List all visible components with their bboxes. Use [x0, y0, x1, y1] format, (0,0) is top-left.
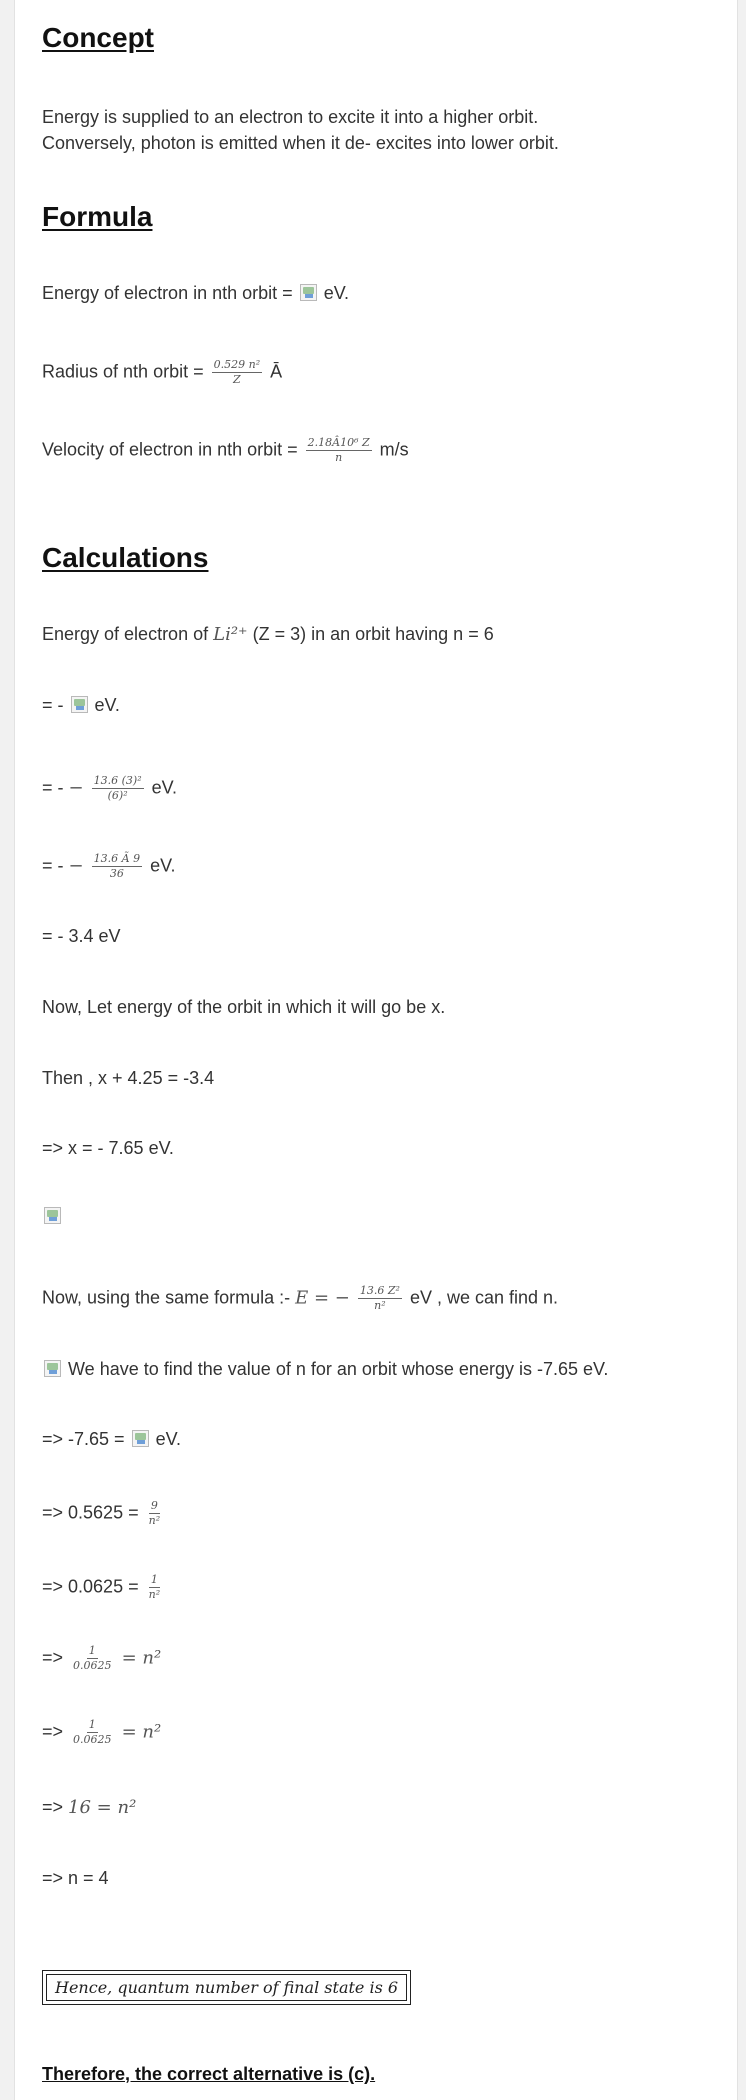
calc-step-3-numerator: 13.6 Ã 9: [93, 852, 141, 865]
calc-eq-4-fraction: [71, 1645, 114, 1672]
broken-image-icon: [300, 284, 317, 301]
concept-line-1: Energy is supplied to an electron to excite it into a higher orbit.: [42, 107, 539, 127]
calc-step-2-suffix: eV.: [151, 777, 178, 798]
calc-step-1-suffix: eV.: [94, 695, 120, 715]
calc-step-2-fraction: [92, 775, 144, 802]
calc-step-3: [42, 853, 175, 880]
calc-eq-1-prefix: => -7.65 =: [42, 1429, 125, 1449]
calc-eq-6: [42, 1795, 136, 1820]
concept-line-2: Conversely, photon is emitted when it de- excites into lower orbit.: [42, 133, 559, 153]
calc-using-fraction: [358, 1285, 402, 1312]
calc-step-2-denominator: (6)²: [107, 789, 128, 802]
formula-radius-prefix: Radius of nth orbit =: [42, 361, 204, 382]
broken-image-icon: [71, 696, 88, 713]
calc-eq-3: [42, 1574, 165, 1601]
radius-fraction: [212, 359, 262, 386]
broken-image-icon: [44, 1207, 61, 1224]
formula-velocity: [42, 437, 409, 464]
calc-let-x: Now, Let energy of the orbit in which it will go be x.: [42, 997, 446, 1017]
calc-intro-prefix: Energy of electron of: [42, 624, 209, 644]
calc-eq-4: [42, 1645, 161, 1672]
calc-using-numerator: 13.6 Z²: [359, 1284, 400, 1297]
broken-image-icon: [132, 1430, 149, 1447]
calc-eq-2: [42, 1500, 165, 1527]
calc-step-2-numerator: 13.6 (3)²: [93, 774, 142, 787]
calc-find-n-text: We have to find the value of n for an orbit whose energy is -7.65 eV.: [68, 1359, 609, 1379]
heading-concept: Concept: [42, 22, 154, 53]
calc-step-3-denominator: 36: [109, 867, 124, 880]
broken-image-icon: [44, 1360, 61, 1377]
velocity-numerator: 2.18Â10⁶ Z: [307, 436, 370, 449]
calc-eq-3-prefix: => 0.0625 =: [42, 1576, 139, 1597]
calc-step-1: [42, 693, 120, 717]
calc-eq-2-prefix: => 0.5625 =: [42, 1502, 139, 1523]
formula-energy-prefix: Energy of electron in nth orbit =: [42, 283, 293, 303]
calc-step-1-prefix: = -: [42, 695, 64, 715]
calc-intro-ion: Li²⁺: [213, 624, 248, 645]
calc-step-3-fraction: [92, 853, 142, 880]
calc-using-prefix: Now, using the same formula :-: [42, 1287, 291, 1308]
calc-using-suffix: eV , we can find n.: [409, 1287, 559, 1308]
calc-eq-5: [42, 1719, 161, 1746]
solution-card: [14, 0, 738, 2100]
calc-find-n: [42, 1357, 608, 1381]
calc-eq-1: [42, 1427, 181, 1451]
calc-eq-2-numerator: 9: [150, 1499, 158, 1512]
calc-eq-5-numerator: 1: [88, 1718, 96, 1731]
calc-eq-7: => n = 4: [42, 1868, 109, 1888]
calc-then: Then , x + 4.25 = -3.4: [42, 1068, 215, 1088]
calc-eq-2-fraction: [147, 1500, 163, 1527]
calc-eq-5-denominator: 0.0625: [73, 1733, 112, 1746]
calc-eq-4-denominator: 0.0625: [73, 1659, 112, 1672]
velocity-denominator: n: [335, 451, 343, 464]
formula-velocity-prefix: Velocity of electron in nth orbit =: [42, 439, 298, 460]
calc-eq-5-prefix: =>: [42, 1721, 64, 1742]
calc-eq-1-suffix: eV.: [155, 1429, 181, 1449]
calc-using-lhs: E = −: [295, 1287, 350, 1309]
calc-using-formula: [42, 1285, 558, 1312]
calc-eq-5-fraction: [71, 1719, 114, 1746]
calc-eq-3-denominator: n²: [148, 1588, 161, 1601]
broken-image-line: [42, 1204, 63, 1228]
calc-eq-3-numerator: 1: [150, 1573, 158, 1586]
calc-using-denominator: n²: [374, 1299, 386, 1312]
final-answer: Therefore, the correct alternative is (c).: [42, 2064, 376, 2084]
calc-step-2-minus: −: [68, 777, 84, 799]
calc-eq-6-prefix: =>: [42, 1797, 64, 1817]
calc-step-2: [42, 775, 177, 802]
boxed-conclusion: [42, 1970, 411, 2005]
calc-step-2-prefix: = -: [42, 777, 64, 798]
calc-eq-5-rhs: = n²: [121, 1721, 162, 1743]
formula-energy: [42, 281, 349, 305]
calc-eq-6-math: 16 = n²: [68, 1797, 137, 1818]
boxed-conclusion-text: Hence, quantum number of final state is 6: [46, 1974, 407, 2001]
calc-eq-4-prefix: =>: [42, 1647, 64, 1668]
heading-calculations: Calculations: [42, 542, 209, 573]
formula-radius-unit: Ā: [270, 361, 283, 382]
calc-step-3-minus: −: [68, 855, 84, 877]
calc-eq-3-fraction: [147, 1574, 163, 1601]
calc-intro: [42, 622, 494, 647]
calc-step-4: = - 3.4 eV: [42, 926, 121, 946]
calc-intro-suffix: (Z = 3) in an orbit having n = 6: [252, 624, 494, 644]
calc-eq-4-numerator: 1: [88, 1644, 96, 1657]
formula-energy-suffix: eV.: [323, 283, 350, 303]
calc-x-value: => x = - 7.65 eV.: [42, 1138, 174, 1158]
calc-step-3-suffix: eV.: [150, 855, 176, 876]
radius-numerator: 0.529 n²: [213, 358, 261, 371]
calc-eq-2-denominator: n²: [148, 1514, 161, 1527]
formula-radius: [42, 359, 282, 386]
calc-step-3-prefix: = -: [42, 855, 64, 876]
heading-formula: Formula: [42, 201, 153, 232]
formula-velocity-unit: m/s: [379, 439, 409, 460]
calc-eq-4-rhs: = n²: [121, 1647, 162, 1669]
radius-denominator: Z: [233, 373, 241, 386]
velocity-fraction: [306, 437, 372, 464]
